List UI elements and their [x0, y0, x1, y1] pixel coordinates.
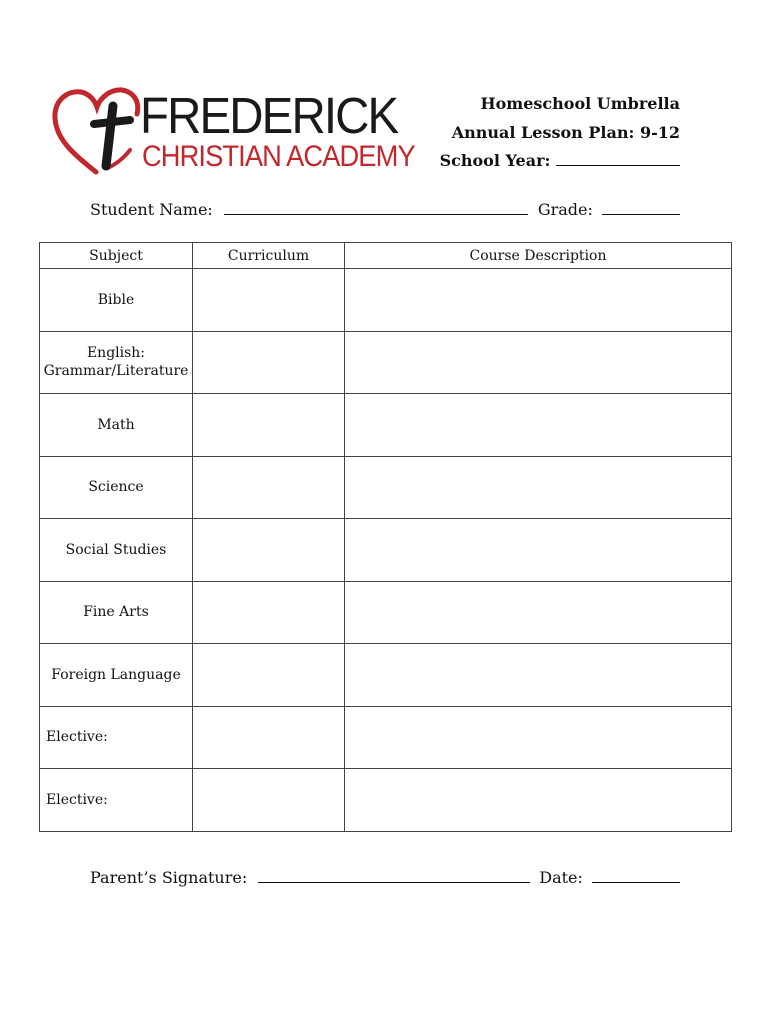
table-row — [40, 331, 732, 394]
school-logo — [50, 84, 430, 179]
subject-cell: Foreign Language — [40, 644, 193, 707]
student-name-field — [90, 200, 528, 219]
subject-cell: Social Studies — [40, 519, 193, 582]
course-description-cell[interactable] — [345, 456, 732, 519]
curriculum-cell[interactable] — [193, 269, 345, 332]
column-header-curriculum: Curriculum — [193, 243, 345, 269]
table-row — [40, 456, 732, 519]
student-name-label: Student Name: — [90, 200, 213, 219]
table-row — [40, 706, 732, 769]
school-year-label: School Year: — [439, 151, 551, 170]
header-line-2: Annual Lesson Plan: 9-12 — [451, 122, 680, 142]
table-row — [40, 269, 732, 332]
logo-subname: CHRISTIAN ACADEMY — [142, 140, 415, 173]
elective-subject-cell[interactable]: Elective: — [40, 706, 193, 769]
table-row — [40, 394, 732, 457]
curriculum-cell[interactable] — [193, 706, 345, 769]
form-header — [440, 90, 680, 176]
grade-blank[interactable] — [602, 214, 680, 215]
table-row — [40, 519, 732, 582]
school-year-field — [440, 147, 680, 176]
curriculum-cell[interactable] — [193, 769, 345, 832]
signature-row — [90, 868, 680, 894]
curriculum-cell[interactable] — [193, 644, 345, 707]
date-blank[interactable] — [592, 882, 680, 883]
logo-name: FREDERICK — [140, 87, 398, 144]
column-header-course-description: Course Description — [345, 243, 732, 269]
course-description-cell[interactable] — [345, 644, 732, 707]
course-description-cell[interactable] — [345, 331, 732, 394]
header-line-1: Homeschool Umbrella — [480, 94, 680, 113]
course-description-cell[interactable] — [345, 769, 732, 832]
student-name-blank[interactable] — [224, 214, 528, 215]
course-description-cell[interactable] — [345, 269, 732, 332]
column-header-subject: Subject — [40, 243, 193, 269]
heart-cross-icon — [50, 84, 145, 179]
curriculum-cell[interactable] — [193, 331, 345, 394]
curriculum-cell[interactable] — [193, 456, 345, 519]
subject-cell: Science — [40, 456, 193, 519]
course-description-cell[interactable] — [345, 394, 732, 457]
table-header-row — [40, 243, 732, 269]
curriculum-cell[interactable] — [193, 519, 345, 582]
lesson-plan-table — [39, 242, 732, 832]
course-description-cell[interactable] — [345, 706, 732, 769]
curriculum-cell[interactable] — [193, 394, 345, 457]
subject-cell: Math — [40, 394, 193, 457]
subject-cell: Fine Arts — [40, 581, 193, 644]
subject-cell: English: Grammar/Literature — [40, 331, 193, 394]
school-year-blank[interactable] — [556, 165, 680, 166]
table-row — [40, 644, 732, 707]
table-row — [40, 769, 732, 832]
parent-signature-field — [90, 868, 530, 887]
course-description-cell[interactable] — [345, 519, 732, 582]
date-label: Date: — [539, 868, 583, 887]
parent-signature-blank[interactable] — [258, 882, 530, 883]
parent-signature-label: Parent’s Signature: — [90, 868, 248, 887]
subject-cell: Bible — [40, 269, 193, 332]
student-info-row — [90, 200, 680, 224]
grade-field — [538, 200, 680, 219]
date-field — [539, 868, 680, 887]
grade-label: Grade: — [537, 200, 593, 219]
course-description-cell[interactable] — [345, 581, 732, 644]
elective-subject-cell[interactable]: Elective: — [40, 769, 193, 832]
curriculum-cell[interactable] — [193, 581, 345, 644]
table-row — [40, 581, 732, 644]
